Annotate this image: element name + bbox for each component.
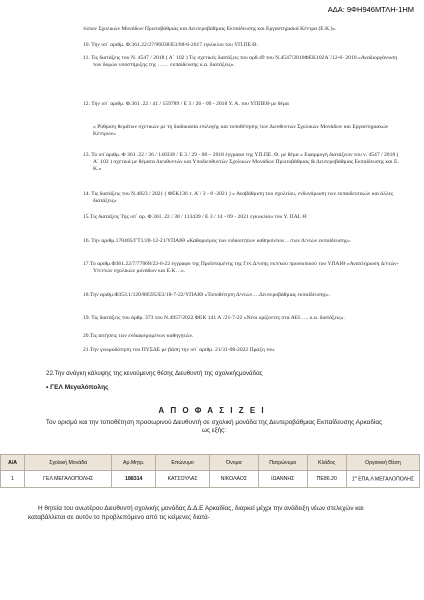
recital-11: 11. Τις διατάξεις του Ν. 4547 / 2018 ( Α΄ 102 ) Τις σχετικές διατάξεις του αρθ.49 του Ν.4547/2018ΦΕΚ102Α΄/12-6- 2018 «Αναδιοργάνωση των δομών υποστήριξης της …… εκπαίδευσης κ.α. διατάξεις». — [83, 55, 398, 68]
col-header-position: Οργανική Θέση — [346, 455, 419, 471]
recital-12: 12. Την υπ΄ αριθμ. Φ.361 .22 / 41 / 159789 / Ε 3 / 26 - 09 - 2018 Υ. Α. του ΥΠΠΕΘ με θέμα — [83, 101, 289, 107]
cell-aa: 1 — [1, 471, 25, 488]
recital-13: 13. Το υπ΄αριθμ. Φ 361 .22 / 36 / 140338 / Ε 3 / 29 - 08 – 2018 έγγραφο της ΥΠ.ΠΕ. Θ. με θέμα « Εφαρμογή διατάξεων του ν. 4547 / 2018 ( Α΄ 102 ) σχετικά με θέματα Διευθυντών και Υποδιευθυντών Σχολικών Μονάδων Πρωτοβάθμιας & Δευτεροβάθμιας Εκπαίδευσης και Ε. Κ.» — [83, 152, 399, 172]
col-header-aa: Α/Α — [1, 455, 25, 471]
ada-number: ΑΔΑ: 9ΦΗ946ΜΤΛΗ-1ΗΜ — [327, 5, 414, 14]
school-bullet: • ΓΕΛ Μεγαλόπολης — [46, 384, 109, 391]
recital-18: 18.Την αριθμ.Φ353.1/120/88595/Ε3/18-7-22/ΥΠΑΙΘ «Τοποθέτηση Δ/ντών….Δευτεροβάθμιας εκπαίδευσης». — [83, 292, 331, 298]
table-row — [1, 471, 420, 488]
recital-12-subject: « Ρύθμιση θεμάτων σχετικών με τη διαδικασία επιλογής και τοποθέτησης των Διευθυντών Σχολικών Μονάδων και Εργαστηριακών Κέντρων» — [93, 124, 389, 137]
col-header-school: Σχολική Μονάδα — [25, 455, 112, 471]
col-header-specialty: Κλάδος — [307, 455, 346, 471]
cell-school: ΓΕΛ ΜΕΓΑΛΟΠΟΛΗΣ — [25, 471, 112, 488]
recital-10: 10. Την υπ΄ αριθμ. Φ.361.22/27/96038/Ε3/08-6-2017 εγκύκλιο του ΥΠ.ΠΕ.Θ. — [83, 42, 258, 48]
recital-14: 14. Τις διατάξεις του Ν.4823 / 2021 ( ΦΕΚ136 τ. Α΄/ 3 - 8 -2021 ) « Αναβάθμιση του σχολείου, ενδυνάμωση των εκπαιδευτικών και άλλες διατάξεις» — [83, 191, 394, 204]
recital-17: 17.Το αριθμ.Φ361.22/7/77068/22-6-22 έγγραφο της Προϊσταμένης της Γεν.Δ/νσης εκπ/κού προσωπικού του ΥΠΑΙΘ «Αναπλήρωση Δ/ντών-Υπ/ντών σχολικών μονάδων και Ε.Κ…». — [83, 261, 399, 274]
recital-19: 19. Τις διατάξεις του άρθρ. 373 του Ν.4957/2022 ΦΕΚ 141 Α΄/21-7-22 «Νέοι ορίζοντες στα ΑΕΙ….. κ.α. διατάξεις». — [83, 315, 345, 321]
recital-9-continued: τύπων Σχολικών Μονάδων Πρωτοβάθμιας και Δευτεροβάθμιας Εκπαίδευσης και Εργαστηριακά Κέντρα (Ε.Κ.)». — [83, 26, 337, 32]
cell-position — [346, 471, 419, 488]
decision-intro: Τον ορισμό και την τοποθέτηση προσωρινού Διευθυντή σε σχολική μονάδα της Δευτεροβάθμιας Εκπαίδευσης Αρκαδίας ως εξής: — [45, 419, 383, 435]
col-header-fathers-name: Πατρώνυμο — [258, 455, 307, 471]
cell-surname: ΚΑΤΣΟΥΛΑΣ — [156, 471, 210, 488]
col-header-reg-no: Αρ.Μητρ. — [112, 455, 156, 471]
cell-reg-no: 188314 — [112, 471, 156, 488]
cell-specialty: ΠΕ86.20 — [307, 471, 346, 488]
recital-21: 21.Την γνωμοδότηση του ΠΥΣΔΕ με βάση την υπ΄ αριθμ. 21/31-08-2022 Πράξη του. — [83, 347, 276, 353]
decision-heading: Α Π Ο Φ Α Σ Ι Ζ Ε Ι — [158, 406, 266, 415]
position-number: 1 — [351, 476, 355, 483]
recital-16: 16. Την αριθμ.170405/ΓΤ1/28-12-21/ΥΠΑΙΘ «Καθορισμός των ειδικοτήτων καθηκόντων…/των Δ/ντών εκπαίδευσης». — [83, 238, 352, 244]
table-header-row — [1, 455, 420, 471]
col-header-name: Όνομα — [209, 455, 258, 471]
col-header-surname: Επώνυμο — [156, 455, 210, 471]
recital-22: 22.Την ανάγκη κάλυψης της κενούμενης θέσης Διευθυντή της σχολικήςμονάδας — [46, 370, 263, 377]
cell-name: ΝΙΚΟΛΑΟΣ — [209, 471, 258, 488]
position-ordinal: ο — [354, 475, 357, 480]
cell-fathers-name: ΙΩΑΝΝΗΣ — [258, 471, 307, 488]
position-school: ΕΠΑ.Λ ΜΕΓΑΛΟΠΟΛΗΣ — [356, 476, 415, 483]
recital-15: 15.Τις διατάξεις Της υπ΄ αρ. Φ.361. 22 / 38 / 113439 / Ε 3 / 14 - 09 - 2021 εγκυκλίου του Υ. ΠΑΙ. Θ — [83, 214, 307, 220]
appointment-table — [0, 454, 420, 488]
recital-20: 20.Τις αιτήσεις των ενδιαφερομένων καθηγητών. — [83, 333, 194, 339]
closing-paragraph: Η θητεία του ανωτέρου Διευθυντή σχολικής μονάδας Δ.Δ.Ε Αρκαδίας, διαρκεί μέχρι την ανάδειξη νέων στελεχών και καταβάλλεται σε αυτόν το προβλεπόμενο από τις κείμενες διατά- — [28, 505, 364, 521]
